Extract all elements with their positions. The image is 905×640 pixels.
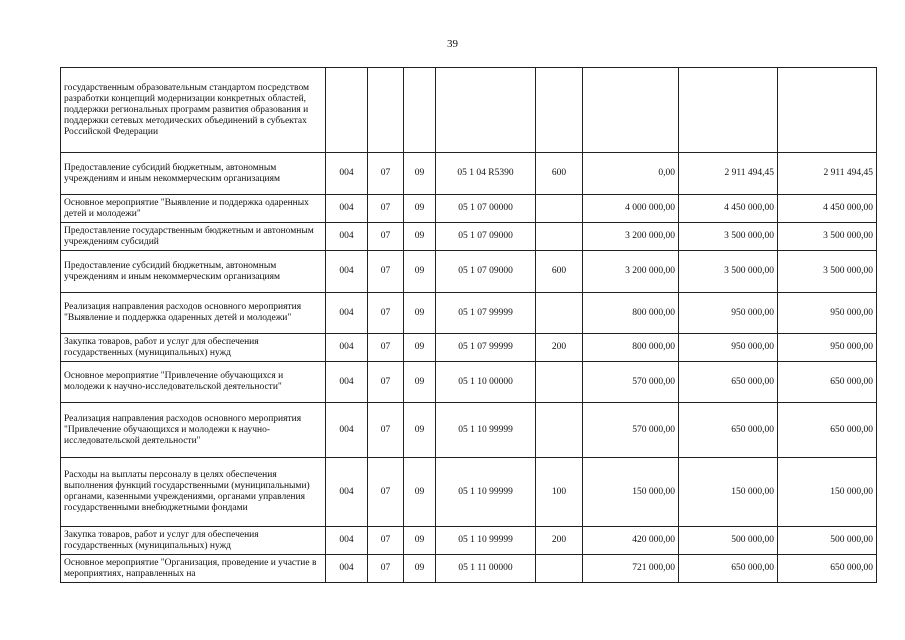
row-section-code (368, 68, 404, 153)
row-amount-3: 650 000,00 (778, 362, 877, 403)
row-section-code: 07 (368, 555, 404, 583)
budget-table (60, 67, 877, 583)
row-amount-1: 570 000,00 (583, 403, 679, 458)
row-expense-type-code (536, 555, 583, 583)
row-amount-3: 4 450 000,00 (778, 195, 877, 223)
row-target-item-code: 05 1 07 99999 (436, 293, 536, 334)
row-subsection-code: 09 (404, 251, 436, 293)
row-amount-2: 950 000,00 (679, 293, 778, 334)
row-ved-code: 004 (326, 293, 368, 334)
row-target-item-code: 05 1 10 99999 (436, 403, 536, 458)
row-description: Основное мероприятие "Организация, проведение и участие в мероприятиях, направленных на (61, 555, 326, 583)
row-ved-code: 004 (326, 223, 368, 251)
row-section-code: 07 (368, 362, 404, 403)
row-target-item-code: 05 1 11 00000 (436, 555, 536, 583)
row-amount-3 (778, 68, 877, 153)
row-ved-code: 004 (326, 527, 368, 555)
row-amount-2: 3 500 000,00 (679, 251, 778, 293)
row-amount-3: 950 000,00 (778, 334, 877, 362)
row-expense-type-code (536, 223, 583, 251)
row-amount-2: 4 450 000,00 (679, 195, 778, 223)
row-description: Предоставление субсидий бюджетным, автономным учреждениям и иным некоммерческим организациям (61, 153, 326, 195)
row-amount-1: 0,00 (583, 153, 679, 195)
row-ved-code: 004 (326, 153, 368, 195)
row-amount-2: 650 000,00 (679, 403, 778, 458)
row-target-item-code: 05 1 10 99999 (436, 527, 536, 555)
row-subsection-code: 09 (404, 195, 436, 223)
row-target-item-code: 05 1 10 99999 (436, 458, 536, 527)
row-amount-3: 2 911 494,45 (778, 153, 877, 195)
row-description: Основное мероприятие "Привлечение обучающихся и молодежи к научно-исследовательской деятельности" (61, 362, 326, 403)
row-section-code: 07 (368, 527, 404, 555)
row-ved-code: 004 (326, 555, 368, 583)
row-amount-1: 3 200 000,00 (583, 223, 679, 251)
row-section-code: 07 (368, 223, 404, 251)
row-expense-type-code: 600 (536, 153, 583, 195)
row-ved-code: 004 (326, 403, 368, 458)
row-target-item-code (436, 68, 536, 153)
table-row (61, 68, 877, 153)
row-amount-3: 3 500 000,00 (778, 251, 877, 293)
row-target-item-code: 05 1 10 00000 (436, 362, 536, 403)
row-description: Основное мероприятие "Выявление и поддержка одаренных детей и молодежи" (61, 195, 326, 223)
row-section-code: 07 (368, 293, 404, 334)
row-section-code: 07 (368, 458, 404, 527)
row-subsection-code: 09 (404, 362, 436, 403)
page-number: 39 (447, 38, 458, 50)
row-expense-type-code: 600 (536, 251, 583, 293)
row-subsection-code: 09 (404, 223, 436, 251)
table-row (61, 362, 877, 403)
row-amount-2: 650 000,00 (679, 362, 778, 403)
row-ved-code: 004 (326, 334, 368, 362)
row-expense-type-code (536, 68, 583, 153)
row-expense-type-code (536, 293, 583, 334)
row-description: государственным образовательным стандартом посредством разработки концепций модернизации конкретных областей, поддержки региональных программ развития образования и поддержки сетевых методических объединений в субъектах Российской Федерации (61, 68, 326, 153)
table-body (61, 68, 877, 583)
row-amount-3: 950 000,00 (778, 293, 877, 334)
row-target-item-code: 05 1 07 09000 (436, 223, 536, 251)
row-subsection-code (404, 68, 436, 153)
row-amount-1: 800 000,00 (583, 334, 679, 362)
table-row (61, 334, 877, 362)
row-amount-1: 800 000,00 (583, 293, 679, 334)
table-row (61, 293, 877, 334)
row-description: Закупка товаров, работ и услуг для обеспечения государственных (муниципальных) нужд (61, 527, 326, 555)
table-row (61, 555, 877, 583)
table-row (61, 527, 877, 555)
table-row (61, 153, 877, 195)
table-row (61, 458, 877, 527)
row-section-code: 07 (368, 334, 404, 362)
row-subsection-code: 09 (404, 403, 436, 458)
row-amount-1: 4 000 000,00 (583, 195, 679, 223)
row-amount-1: 721 000,00 (583, 555, 679, 583)
row-amount-2: 500 000,00 (679, 527, 778, 555)
row-amount-1 (583, 68, 679, 153)
row-amount-3: 650 000,00 (778, 403, 877, 458)
row-amount-1: 3 200 000,00 (583, 251, 679, 293)
row-expense-type-code: 100 (536, 458, 583, 527)
row-expense-type-code (536, 403, 583, 458)
row-subsection-code: 09 (404, 458, 436, 527)
row-amount-2: 150 000,00 (679, 458, 778, 527)
table-row (61, 251, 877, 293)
row-amount-2: 650 000,00 (679, 555, 778, 583)
row-section-code: 07 (368, 251, 404, 293)
row-expense-type-code: 200 (536, 527, 583, 555)
row-subsection-code: 09 (404, 153, 436, 195)
row-ved-code (326, 68, 368, 153)
row-expense-type-code: 200 (536, 334, 583, 362)
table-row (61, 195, 877, 223)
row-description: Расходы на выплаты персоналу в целях обеспечения выполнения функций государственными (муниципальными) органами, казенными учреждениями, органами управления государственными внебюджетными фондами (61, 458, 326, 527)
row-description: Реализация направления расходов основного мероприятия "Выявление и поддержка одаренных детей и молодежи" (61, 293, 326, 334)
row-amount-1: 570 000,00 (583, 362, 679, 403)
row-subsection-code: 09 (404, 527, 436, 555)
row-amount-3: 150 000,00 (778, 458, 877, 527)
row-ved-code: 004 (326, 458, 368, 527)
row-amount-1: 150 000,00 (583, 458, 679, 527)
row-section-code: 07 (368, 195, 404, 223)
row-description: Реализация направления расходов основного мероприятия "Привлечение обучающихся и молодежи к научно-исследовательской деятельности" (61, 403, 326, 458)
table-row (61, 403, 877, 458)
row-amount-2: 2 911 494,45 (679, 153, 778, 195)
row-amount-2: 3 500 000,00 (679, 223, 778, 251)
row-amount-1: 420 000,00 (583, 527, 679, 555)
row-expense-type-code (536, 195, 583, 223)
row-amount-2: 950 000,00 (679, 334, 778, 362)
row-amount-3: 3 500 000,00 (778, 223, 877, 251)
row-description: Закупка товаров, работ и услуг для обеспечения государственных (муниципальных) нужд (61, 334, 326, 362)
row-target-item-code: 05 1 07 99999 (436, 334, 536, 362)
row-description: Предоставление субсидий бюджетным, автономным учреждениям и иным некоммерческим организациям (61, 251, 326, 293)
row-section-code: 07 (368, 153, 404, 195)
table-row (61, 223, 877, 251)
row-subsection-code: 09 (404, 334, 436, 362)
row-ved-code: 004 (326, 362, 368, 403)
row-amount-2 (679, 68, 778, 153)
row-section-code: 07 (368, 403, 404, 458)
row-ved-code: 004 (326, 195, 368, 223)
row-expense-type-code (536, 362, 583, 403)
row-subsection-code: 09 (404, 293, 436, 334)
row-amount-3: 650 000,00 (778, 555, 877, 583)
row-amount-3: 500 000,00 (778, 527, 877, 555)
row-description: Предоставление государственным бюджетным и автономным учреждениям субсидий (61, 223, 326, 251)
row-ved-code: 004 (326, 251, 368, 293)
row-subsection-code: 09 (404, 555, 436, 583)
row-target-item-code: 05 1 04 R5390 (436, 153, 536, 195)
row-target-item-code: 05 1 07 00000 (436, 195, 536, 223)
row-target-item-code: 05 1 07 09000 (436, 251, 536, 293)
